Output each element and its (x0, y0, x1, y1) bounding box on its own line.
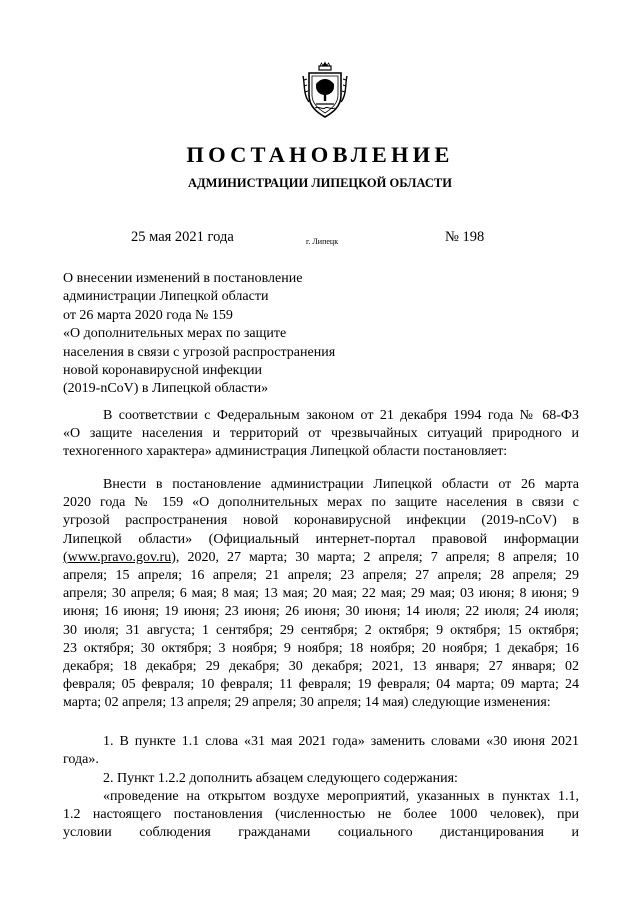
text-line: марта; 02 апреля; 13 апреля; 29 апреля; 30 апреля; 14 мая) следующие изменения: (63, 695, 551, 711)
heading-line: населения в связи с угрозой распространения (63, 344, 336, 360)
heading-line: «О дополнительных мерах по защите (63, 326, 287, 342)
coat-of-arms-icon (301, 60, 349, 120)
text-line: 1.2 настоящего постановления (численностью не более 1000 человек), при (63, 807, 579, 823)
text-line: техногенного характера» администрация Липецкой области постановляет: (63, 444, 508, 460)
intro-paragraph (63, 476, 579, 712)
text-line: 1. В пункте 1.1 слова «31 мая 2021 года» заменить словами «30 июня 2021 (103, 734, 579, 749)
document-subtitle: АДМИНИСТРАЦИИ ЛИПЕЦКОЙ ОБЛАСТИ (188, 176, 452, 190)
text-line: Липецкой области» (Официальный интернет-портал правовой информации (63, 531, 579, 547)
text-line-with-link (63, 549, 579, 567)
text-line: Внести в постановление администрации Липецкой области от 26 марта (103, 477, 579, 492)
text-line: года». (63, 752, 99, 768)
text-fragment: 2020, 27 марта; 30 марта; 2 апреля; 7 апреля; 8 апреля; 10 (187, 549, 580, 565)
heading-line: новой коронавирусной инфекции (63, 363, 262, 379)
text-line: февраля; 05 февраля; 10 февраля; 11 февраля; 19 февраля; 04 марта; 09 марта; 24 (63, 677, 579, 693)
text-line: апреля; 30 апреля; 6 мая; 8 мая; 13 мая; 20 мая; 22 мая; 29 мая; 03 июня; 8 июня; 9 (63, 586, 579, 602)
preamble-paragraph (63, 407, 579, 462)
text-line: 30 июля; 31 августа; 1 сентября; 29 сентября; 2 октября; 9 октября; 15 октября; (63, 622, 579, 638)
document-number: № 198 (445, 229, 485, 245)
heading-line: от 26 марта 2020 года № 159 (63, 307, 233, 323)
text-line: «О защите населения и территорий от чрезвычайных ситуаций природного и (63, 426, 579, 442)
document-heading (63, 270, 403, 399)
portal-link[interactable]: (www.pravo.gov.ru), (63, 549, 180, 565)
heading-line: (2019-nCoV) в Липецкой области» (63, 381, 269, 397)
text-line: 2020 года № 159 «О дополнительных мерах по защите населения в связи с (63, 495, 579, 511)
text-line: 23 октября; 30 октября; 3 ноября; 9 ноября; 18 ноября; 20 ноября; 1 декабря; 16 (63, 640, 579, 656)
text-line: 2. Пункт 1.2.2 дополнить абзацем следующего содержания: (103, 771, 458, 786)
item-2-paragraph (63, 770, 579, 788)
document-date: 25 мая 2021 года (131, 229, 234, 245)
text-line: апреля; 15 апреля; 16 апреля; 21 апреля; 23 апреля; 27 апреля; 28 апреля; 29 (63, 567, 579, 583)
heading-line: О внесении изменений в постановление (63, 271, 303, 286)
text-line: В соответствии с Федеральным законом от 21 декабря 1994 года № 68-ФЗ (103, 408, 579, 423)
document-title: ПОСТАНОВЛЕНИЕ (186, 142, 454, 167)
heading-line: администрации Липецкой области (63, 289, 269, 305)
text-line: декабря; 18 декабря; 29 декабря; 30 декабря; 2021, 13 января; 27 января; 02 (63, 658, 579, 674)
text-line: угрозой распространения новой коронавирусной инфекции (2019-nCoV) в (63, 513, 579, 529)
text-line: июня; 16 июня; 19 июня; 23 июня; 26 июня; 30 июня; 14 июля; 22 июля; 24 июля; (63, 604, 579, 620)
text-line: условии соблюдения гражданами социального дистанцирования и (63, 825, 579, 841)
quote-paragraph (63, 788, 579, 843)
document-city: г. Липецк (306, 237, 339, 246)
text-line: «проведение на открытом воздухе мероприятий, указанных в пунктах 1.1, (103, 789, 579, 804)
item-1-paragraph (63, 733, 579, 769)
